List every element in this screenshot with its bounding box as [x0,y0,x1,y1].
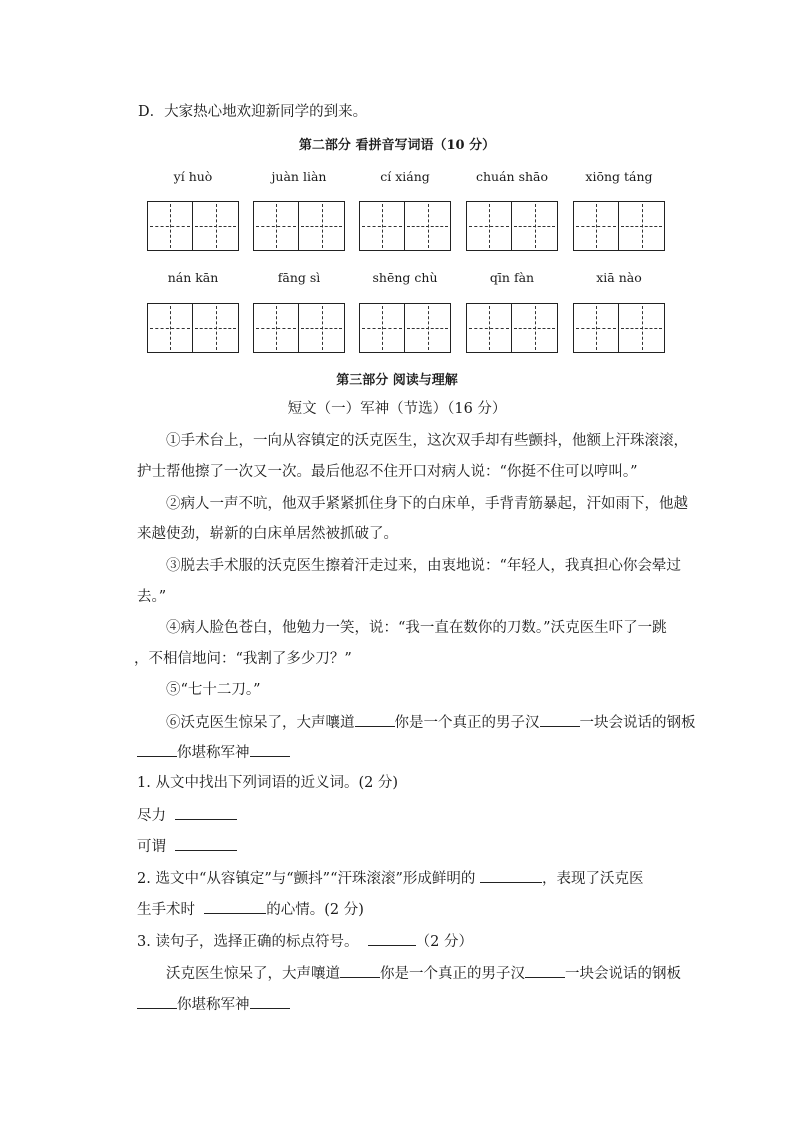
q1-word: 可谓 [137,839,166,855]
pinyin-label: juàn liàn [271,169,327,184]
writing-grid[interactable] [466,303,558,353]
q1-word: 尽力 [137,808,166,824]
question-3-text: 3. 读句子，选择正确的标点符号。 [137,934,359,950]
paragraph-3-line-2: 去。” [137,589,167,605]
writing-cell[interactable] [619,303,665,353]
q3-sentence-text: 沃克医生惊呆了，大声嚷道 [166,966,340,982]
writing-cell[interactable] [466,303,512,353]
answer-blank[interactable] [204,899,266,914]
question-2-text: 生手术时 [137,902,195,918]
writing-grid[interactable] [466,201,558,251]
writing-cell[interactable] [253,201,299,251]
paragraph-4-line-1: ④病人脸色苍白，他勉力一笑，说：“我一直在数你的刀数。”沃克医生吓了一跳 [166,620,667,636]
question-3-sentence-line-1 [166,963,681,984]
paragraph-6-text: 你是一个真正的男子汉 [394,715,540,731]
part2-title: 第二部分 看拼音写词语（10 分） [298,138,496,153]
punctuation-blank[interactable] [250,994,290,1009]
writing-cell[interactable] [512,201,558,251]
writing-grid[interactable] [573,303,665,353]
passage-title: 短文（一）军神（节选）（16 分） [287,401,507,417]
writing-grid[interactable] [147,303,239,353]
answer-blank[interactable] [175,805,237,820]
question-2-text: ，表现了沃克医 [542,871,644,887]
q3-sentence-text: 一块会说话的钢板 [565,966,681,982]
writing-grid[interactable] [573,201,665,251]
writing-cell[interactable] [359,201,405,251]
writing-cell[interactable] [573,201,619,251]
answer-blank[interactable] [368,931,416,946]
paragraph-1-line-2: 护士帮他擦了一次又一次。最后他忍不住开口对病人说：“你挺不住可以哼叫。” [137,464,638,480]
pinyin-label: yí huò [173,169,213,184]
question-1: 1. 从文中找出下列词语的近义词。(2 分) [137,775,399,791]
writing-cell[interactable] [405,303,451,353]
pinyin-label: xiōng táng [585,169,653,184]
writing-cell[interactable] [512,303,558,353]
writing-cell[interactable] [405,201,451,251]
writing-cell[interactable] [359,303,405,353]
q3-sentence-text: 你堪称军神 [177,997,250,1013]
option-d: D．大家热心地欢迎新同学的到来。 [138,104,368,120]
writing-cell[interactable] [299,303,345,353]
pinyin-label: cí xiáng [380,169,430,184]
writing-cell[interactable] [466,201,512,251]
question-3-score: （2 分） [415,934,474,950]
question-3-sentence-line-2 [137,994,290,1015]
paragraph-6-line-2 [137,742,290,763]
punctuation-blank[interactable] [137,742,177,757]
question-2-text: 的心情。(2 分) [266,902,364,918]
writing-cell[interactable] [193,303,239,353]
pinyin-label: shēng chù [372,270,438,285]
writing-cell[interactable] [299,201,345,251]
writing-grid[interactable] [359,201,451,251]
writing-grid[interactable] [253,303,345,353]
paragraph-6-text: 你堪称军神 [177,745,250,761]
punctuation-blank[interactable] [525,963,565,978]
pinyin-label: nán kān [167,270,219,285]
paragraph-6-text: 一块会说话的钢板 [579,715,696,731]
question-3 [137,931,473,952]
paragraph-2-line-2: 来越使劲，崭新的白床单居然被抓破了。 [137,526,398,542]
writing-grid[interactable] [147,201,239,251]
punctuation-blank[interactable] [340,963,380,978]
punctuation-blank[interactable] [540,712,580,727]
writing-cell[interactable] [193,201,239,251]
writing-grid[interactable] [359,303,451,353]
question-2-text: 2. 选文中“从容镇定”与“颤抖”“汗珠滚滚”形成鲜明的 [137,871,476,887]
writing-cell[interactable] [147,201,193,251]
writing-cell[interactable] [253,303,299,353]
q3-sentence-text: 你是一个真正的男子汉 [380,966,525,982]
question-2-line-2 [137,899,364,920]
pinyin-label: xiā nào [596,270,642,285]
paragraph-6-line-1 [166,712,696,733]
writing-grid[interactable] [253,201,345,251]
q1-item-2 [137,836,237,857]
paragraph-1-line-1: ①手术台上，一向从容镇定的沃克医生，这次双手却有些颤抖，他额上汗珠滚滚， [166,433,688,449]
pinyin-label: chuán shāo [475,169,549,184]
writing-cell[interactable] [147,303,193,353]
writing-cell[interactable] [573,303,619,353]
punctuation-blank[interactable] [250,742,290,757]
paragraph-2-line-1: ②病人一声不吭，他双手紧紧抓住身下的白床单，手背青筋暴起，汗如雨下，他越 [166,496,688,512]
answer-blank[interactable] [175,836,237,851]
q1-item-1 [137,805,237,826]
part3-title: 第三部分 阅读与理解 [336,373,458,388]
pinyin-label: fāng sì [277,270,321,285]
paragraph-3-line-1: ③脱去手术服的沃克医生擦着汗走过来，由衷地说：“年轻人，我真担心你会晕过 [166,558,681,574]
paragraph-4-line-2: ，不相信地问：“我割了多少刀？” [134,651,352,667]
writing-cell[interactable] [619,201,665,251]
punctuation-blank[interactable] [355,712,395,727]
answer-blank[interactable] [480,868,542,883]
paragraph-5: ⑤“七十二刀。” [166,682,261,698]
question-2-line-1 [137,868,644,889]
paragraph-6-text: ⑥沃克医生惊呆了，大声嚷道 [166,715,355,731]
pinyin-label: qīn fàn [489,270,535,285]
punctuation-blank[interactable] [137,994,177,1009]
